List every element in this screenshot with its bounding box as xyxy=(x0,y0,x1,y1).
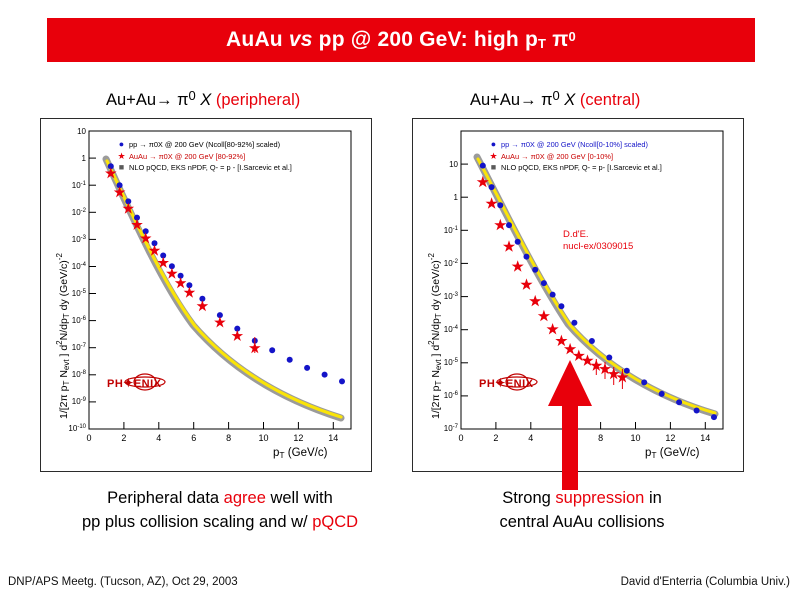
svg-text:10-4: $10^{-4}$ xyxy=(443,325,458,334)
legend-label: pp → π0X @ 200 GeV (Ncoll[80-92%] scaled) xyxy=(129,140,281,149)
right-caption-line1-red: suppression xyxy=(555,489,645,507)
filled-circle-icon: ● xyxy=(490,139,497,150)
svg-text:8: 8 xyxy=(226,433,232,443)
svg-text:10-5: $10^{-5}$ xyxy=(71,289,86,298)
left-legend xyxy=(117,139,292,174)
svg-text:10: 10 xyxy=(258,433,269,443)
left-heading-pre: Au+Au→ π xyxy=(106,91,189,109)
svg-text:14: 14 xyxy=(700,433,711,443)
left-heading-tag: (peripheral) xyxy=(215,91,301,109)
svg-text:0: 0 xyxy=(458,433,464,443)
annotation-line-2: nucl-ex/0309015 xyxy=(563,241,634,252)
right-caption xyxy=(432,486,732,534)
left-heading-mid: X xyxy=(195,91,216,109)
svg-text:12: 12 xyxy=(665,433,676,443)
svg-text:12: 12 xyxy=(293,433,304,443)
right-caption-line1-b: in xyxy=(644,489,662,507)
svg-text:10-1: $10^{-1}$ xyxy=(443,226,458,235)
legend-label: pp → π0X @ 200 GeV (Ncoll[0-10%] scaled) xyxy=(501,140,648,149)
svg-text:10-1: $10^{-1}$ xyxy=(71,181,86,190)
right-heading-tag: (central) xyxy=(579,91,641,109)
left-caption-line2-a: pp plus collision scaling and w/ xyxy=(81,513,313,531)
title-sup: 0 xyxy=(568,29,576,44)
filled-circle-icon: ● xyxy=(118,139,125,150)
red-arrow-annotation xyxy=(540,360,600,490)
svg-text:1: 1 xyxy=(81,154,86,163)
svg-text:10: 10 xyxy=(449,160,458,169)
svg-text:4: 4 xyxy=(528,433,534,443)
legend-label: AuAu → π0X @ 200 GeV [80-92%] xyxy=(129,151,246,161)
svg-text:10-10: $10^{-10}$ xyxy=(68,424,86,433)
right-y-axis-title: 1/[2π pT Nevt ] $d^2N$/dpT dy $(GeV/c)^{-2}$ xyxy=(427,253,443,419)
svg-text:2: 2 xyxy=(121,433,127,443)
phenix-logo-text: PH✦ENIX xyxy=(107,376,162,390)
svg-text:10-2: $10^{-2}$ xyxy=(71,208,86,217)
svg-text:4: 4 xyxy=(156,433,162,443)
title-italic: vs xyxy=(288,28,313,51)
legend-label: AuAu → π0X @ 200 GeV [0-10%] xyxy=(501,151,614,161)
left-y-axis-title: 1/[2π pT Nevt ] $d^2N$/dpT dy $(GeV/c)^{-2}$ xyxy=(55,253,71,419)
right-x-axis-title: $p_T$ (GeV/c) xyxy=(645,447,700,460)
right-legend xyxy=(489,139,662,174)
svg-text:10-3: $10^{-3}$ xyxy=(443,292,458,301)
footer-right: David d'Enterria (Columbia Univ.) xyxy=(620,576,790,588)
svg-text:10-9: $10^{-9}$ xyxy=(71,397,86,406)
left-caption-line1-b: well with xyxy=(265,489,333,507)
right-heading-mid: X xyxy=(559,91,580,109)
title-mid: pp @ 200 GeV: high p xyxy=(312,28,539,51)
slide-title-bar xyxy=(47,18,755,62)
svg-text:14: 14 xyxy=(328,433,339,443)
title-pre: AuAu xyxy=(226,28,289,51)
svg-text:10-5: $10^{-5}$ xyxy=(443,358,458,367)
left-caption-line1-a: Peripheral data xyxy=(107,489,224,507)
legend-label: NLO pQCD, EKS nPDF, Q- = p- [I.Sarcevic et al.] xyxy=(501,163,662,172)
svg-text:10-8: $10^{-8}$ xyxy=(71,370,86,379)
right-caption-line1-a: Strong xyxy=(502,489,556,507)
left-caption-line1 xyxy=(60,486,380,510)
svg-text:10-4: $10^{-4}$ xyxy=(71,262,86,271)
svg-text:10: 10 xyxy=(630,433,641,443)
legend-item xyxy=(489,151,662,163)
legend-item xyxy=(117,162,292,174)
title-sub: T xyxy=(538,36,547,51)
legend-item xyxy=(489,162,662,174)
left-heading-sup: 0 xyxy=(188,88,196,103)
filled-star-icon: ★ xyxy=(117,150,126,161)
legend-item xyxy=(117,151,292,163)
svg-text:0: 0 xyxy=(86,433,92,443)
left-caption-line2 xyxy=(60,510,380,534)
svg-text:10-2: $10^{-2}$ xyxy=(443,259,458,268)
left-x-axis-title: $p_T$ (GeV/c) xyxy=(273,447,328,460)
svg-text:8: 8 xyxy=(598,433,604,443)
left-panel-heading xyxy=(106,88,300,110)
chart-annotation xyxy=(563,229,633,253)
chart-peripheral xyxy=(40,118,372,472)
left-caption xyxy=(60,486,380,534)
svg-text:1: 1 xyxy=(453,193,458,202)
left-caption-line1-red: agree xyxy=(223,489,266,507)
filled-square-icon: ■ xyxy=(118,162,125,173)
right-caption-line1 xyxy=(432,486,732,510)
legend-item xyxy=(117,139,292,151)
svg-text:2: 2 xyxy=(493,433,499,443)
legend-label: NLO pQCD, EKS nPDF, Q- = p - [I.Sarcevic et al.] xyxy=(129,163,292,172)
svg-text:10-3: $10^{-3}$ xyxy=(71,235,86,244)
page-title xyxy=(226,28,576,52)
annotation-line-1: D.d'E. xyxy=(563,229,589,240)
svg-text:10-7: $10^{-7}$ xyxy=(443,424,458,433)
legend-item xyxy=(489,139,662,151)
filled-square-icon: ■ xyxy=(490,162,497,173)
svg-text:10-6: $10^{-6}$ xyxy=(71,316,86,325)
svg-text:10-6: $10^{-6}$ xyxy=(443,391,458,400)
svg-text:10-7: $10^{-7}$ xyxy=(71,343,86,352)
svg-text:6: 6 xyxy=(191,433,197,443)
right-panel-heading xyxy=(470,88,640,110)
filled-star-icon: ★ xyxy=(489,150,498,161)
title-post: π xyxy=(546,28,569,51)
left-caption-line2-red: pQCD xyxy=(312,513,359,531)
right-caption-line2: central AuAu collisions xyxy=(499,513,665,531)
svg-text:10: 10 xyxy=(77,127,86,136)
right-heading-sup: 0 xyxy=(552,88,560,103)
phenix-logo-text: PH✦ENIX xyxy=(479,376,534,390)
footer-left: DNP/APS Meetg. (Tucson, AZ), Oct 29, 2003 xyxy=(8,576,238,588)
right-heading-pre: Au+Au→ π xyxy=(470,91,553,109)
